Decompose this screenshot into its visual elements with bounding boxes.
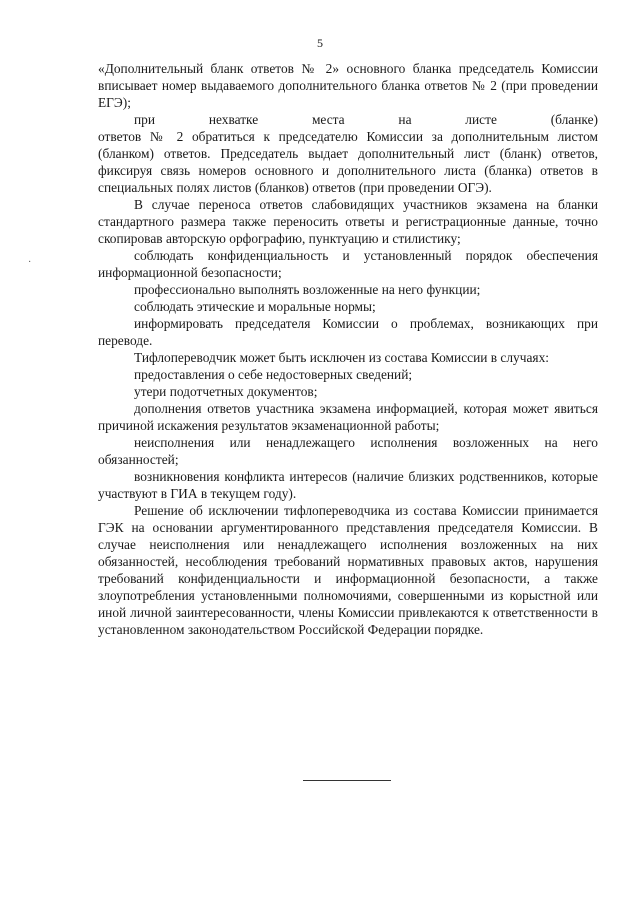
paragraph: В случае переноса ответов слабовидящих участников экзамена на бланки стандартного размера также переносить ответы и регистрационные данные, точно скопировав авторскую орфографию, пунктуацию и стилистику; xyxy=(98,197,598,246)
document-body xyxy=(98,60,598,638)
paragraph: соблюдать конфиденциальность и установленный порядок обеспечения информационной безопасности; xyxy=(98,248,598,280)
paragraph: дополнения ответов участника экзамена информацией, которая может явиться причиной искажения результатов экзаменационной работы; xyxy=(98,401,598,433)
paragraph: ответов № 2 обратиться к председателю Комиссии за дополнительным листом (бланком) ответов. Председатель выдает дополнительный лист (бланк) ответов, фиксируя связь номеров основного и дополнительного листа (бланка) ответов в специальных полях листов (бланков) ответов (при проведении ОГЭ). xyxy=(98,129,598,195)
paragraph: предоставления о себе недостоверных сведений; xyxy=(134,367,413,382)
paragraph: информировать председателя Комиссии о проблемах, возникающих при переводе. xyxy=(98,316,598,348)
paragraph: профессионально выполнять возложенные на него функции; xyxy=(134,282,481,297)
paragraph: Решение об исключении тифлопереводчика из состава Комиссии принимается ГЭК на основании аргументированного представления председателя Комиссии. В случае неисполнения или ненадлежащего исполнения возложенных на них обязанностей, несоблюдения требований нормативных правовых актов, нарушения требований конфиденциальности и информационной безопасности, а также злоупотребления установленными полномочиями, совершенными из корыстной или иной личной заинтересованности, члены Комиссии привлекаются к ответственности в установленном законодательством Российской Федерации порядке. xyxy=(98,503,598,637)
paragraph: при нехватке места на листе (бланке) xyxy=(134,112,598,127)
page-number: 5 xyxy=(317,36,323,50)
paragraph: соблюдать этические и моральные нормы; xyxy=(134,299,376,314)
paragraph: утери подотчетных документов; xyxy=(134,384,318,399)
margin-mark: · xyxy=(28,257,32,268)
paragraph: Тифлопереводчик может быть исключен из состава Комиссии в случаях: xyxy=(134,350,550,365)
paragraph: «Дополнительный бланк ответов № 2» основного бланка председатель Комиссии вписывает номер выдаваемого дополнительного бланка ответов № 2 (при проведении ЕГЭ); xyxy=(98,61,598,110)
end-separator-line xyxy=(303,780,391,781)
paragraph: возникновения конфликта интересов (наличие близких родственников, которые участвуют в ГИА в текущем году). xyxy=(98,469,598,501)
paragraph: неисполнения или ненадлежащего исполнения возложенных на него обязанностей; xyxy=(98,435,598,467)
